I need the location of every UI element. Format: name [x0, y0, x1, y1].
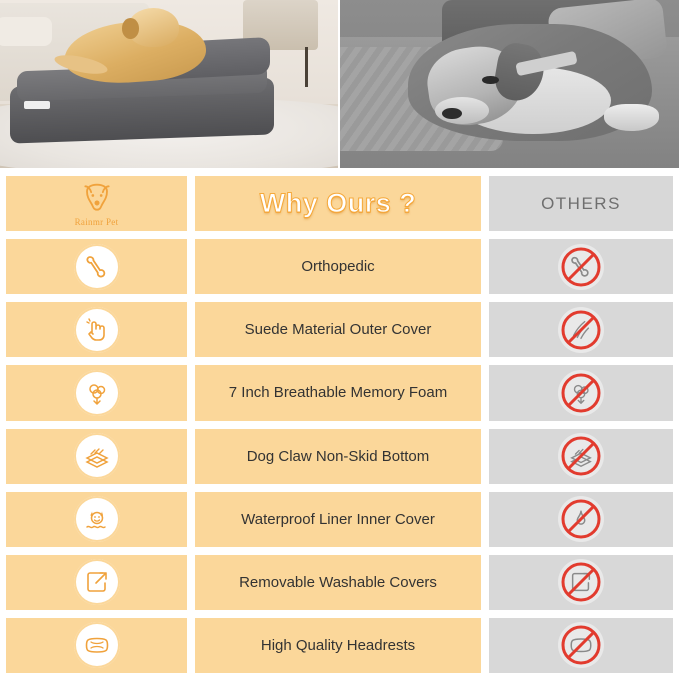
feature-label: Removable Washable Covers — [239, 573, 437, 591]
others-icon-cell — [487, 237, 675, 296]
feature-label: Dog Claw Non-Skid Bottom — [246, 447, 430, 465]
table-row — [4, 553, 675, 612]
headrest-pillow-icon-crossed — [558, 622, 604, 668]
others-icon-cell — [487, 363, 675, 422]
feature-icon-cell — [4, 300, 189, 359]
feature-label: Orthopedic — [301, 258, 375, 276]
feature-label: Suede Material Outer Cover — [244, 321, 432, 339]
non-skid-bottom-icon-crossed — [558, 433, 604, 479]
table-leg-right — [305, 47, 308, 87]
others-icon-cell — [487, 427, 675, 486]
feature-icon-cell — [4, 427, 189, 486]
brand-name-label: Rainmr Pet — [74, 216, 119, 227]
basset-hound-eye — [482, 76, 499, 84]
feature-icon-cell — [4, 553, 189, 612]
feature-label-cell — [193, 553, 483, 612]
water-leak-icon-crossed — [558, 496, 604, 542]
brand-cell — [4, 174, 189, 233]
non-skid-bottom-icon — [74, 433, 120, 479]
others-icon-cell — [487, 490, 675, 549]
feature-icon-cell — [4, 490, 189, 549]
headrest-pillow-icon — [74, 622, 120, 668]
sofa-cushion-shape — [0, 17, 52, 46]
others-label: OTHERS — [541, 193, 621, 213]
prohibition-slash-icon — [558, 559, 604, 605]
photo-sleeping-dog — [340, 0, 679, 168]
feature-label: 7 Inch Breathable Memory Foam — [228, 384, 448, 402]
photo-dog-bed-lifestyle — [0, 0, 338, 168]
prohibition-slash-icon — [558, 622, 604, 668]
removable-cover-icon-crossed — [558, 559, 604, 605]
feature-label-cell — [193, 427, 483, 486]
feature-label: Waterproof Liner Inner Cover — [241, 510, 435, 528]
suede-touch-hand-icon — [74, 307, 120, 353]
table-row — [4, 363, 675, 422]
prohibition-slash-icon — [558, 433, 604, 479]
photo-band — [0, 0, 679, 168]
comparison-table — [0, 170, 679, 679]
table-row — [4, 616, 675, 675]
memory-foam-cloud-icon — [74, 370, 120, 416]
feature-label-cell — [193, 490, 483, 549]
others-header-cell — [487, 174, 675, 233]
page-title: Why Ours ? — [259, 188, 417, 219]
feature-icon-cell — [4, 363, 189, 422]
orthopedic-bone-icon-crossed — [558, 244, 604, 290]
brand-tag-label — [24, 101, 50, 109]
feature-label-cell — [193, 300, 483, 359]
others-icon-cell — [487, 300, 675, 359]
waterproof-liner-icon — [74, 496, 120, 542]
basset-hound-paw — [604, 104, 658, 131]
dog-head-logo-icon — [77, 181, 117, 215]
table-row — [4, 300, 675, 359]
table-row — [4, 237, 675, 296]
table-header-row — [4, 174, 675, 233]
memory-foam-cloud-icon-crossed — [558, 370, 604, 416]
others-icon-cell — [487, 553, 675, 612]
golden-retriever-ear — [122, 18, 139, 38]
prohibition-slash-icon — [558, 496, 604, 542]
basset-hound-nose — [442, 108, 462, 120]
feature-label: High Quality Headrests — [260, 636, 416, 654]
feature-icon-cell — [4, 237, 189, 296]
prohibition-slash-icon — [558, 244, 604, 290]
feature-label-cell — [193, 363, 483, 422]
feature-label-cell — [193, 237, 483, 296]
orthopedic-bone-icon — [74, 244, 120, 290]
why-ours-title-cell — [193, 174, 483, 233]
feature-icon-cell — [4, 616, 189, 675]
feature-label-cell — [193, 616, 483, 675]
table-row — [4, 427, 675, 486]
table-row — [4, 490, 675, 549]
scratched-fabric-icon-crossed — [558, 307, 604, 353]
brand-lockup — [75, 181, 119, 227]
prohibition-slash-icon — [558, 370, 604, 416]
removable-cover-icon — [74, 559, 120, 605]
prohibition-slash-icon — [558, 307, 604, 353]
others-icon-cell — [487, 616, 675, 675]
